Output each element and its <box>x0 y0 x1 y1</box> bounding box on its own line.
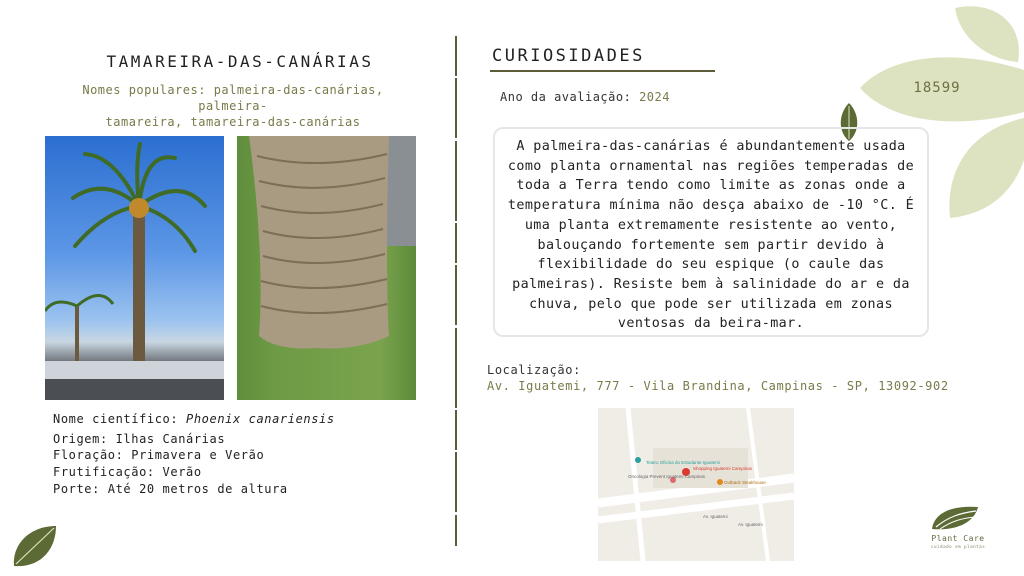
plant-title: TAMAREIRA-DAS-CANÁRIAS <box>106 52 374 71</box>
location-address[interactable]: Av. Iguatemi, 777 - Vila Brandina, Campinas - SP, 13092-902 <box>487 379 949 393</box>
palm-tree-photo <box>45 136 224 400</box>
location-label: Localização: <box>487 363 581 377</box>
origin: Origem: Ilhas Canárias <box>53 432 226 446</box>
map-label-street2: Av. Iguatemi <box>738 522 763 527</box>
scientific-label: Nome científico: <box>53 412 179 426</box>
brand-name: Plant Care <box>931 534 985 543</box>
scientific-name-row <box>53 412 335 426</box>
size: Porte: Até 20 metros de altura <box>53 482 288 496</box>
column-divider <box>454 36 458 546</box>
description-box: A palmeira-das-canárias é abundantemente usada como planta ornamental nas regiões temperadas de toda a Terra tendo como limite as zonas onde a temperatura mínima não desça abaixo de -10 °C. É uma planta extremamente resistente ao vento, balouçando fortemente sem partir devido à flexibilidade do seu espique (o caule das palmeiras). Resiste bem à salinidade do ar e da chuva, pelo que pode ser utilizada em zonas ventosas da beira-mar. <box>493 127 929 337</box>
record-id: 18599 <box>913 80 961 96</box>
plant-care-logo <box>930 503 982 533</box>
leaf-icon <box>10 524 60 570</box>
popular-names <box>46 82 420 130</box>
evaluation-year <box>500 90 670 104</box>
year-label: Ano da avaliação: <box>500 90 632 104</box>
map-label-street1: Av. Iguatemi <box>703 514 728 519</box>
brand-tagline: cuidado em plantas <box>930 545 986 550</box>
flowering: Floração: Primavera e Verão <box>53 448 265 462</box>
map-label-place4: Oncologia Prevent Iguatemi Campinas <box>628 474 706 479</box>
curiosities-heading: CURIOSIDADES <box>492 46 645 66</box>
heading-underline <box>490 68 715 74</box>
map-label-place1: Teatro Oficina do Estudante Iguatemi <box>646 460 721 465</box>
popular-names-line2: tamareira, tamareira-das-canárias <box>105 115 361 129</box>
fruiting: Frutificação: Verão <box>53 465 202 479</box>
scientific-name: Phoenix canariensis <box>186 412 335 426</box>
location-map[interactable] <box>598 408 794 561</box>
popular-names-line1: palmeira-das-canárias, palmeira- <box>198 83 384 113</box>
palm-trunk-photo <box>237 136 416 400</box>
map-label-place2: Shopping Iguatemi Campinas <box>693 466 753 471</box>
map-label-place3: Outback Steakhouse <box>724 480 766 485</box>
year-value: 2024 <box>639 90 670 104</box>
popular-label: Nomes populares: <box>82 83 206 97</box>
